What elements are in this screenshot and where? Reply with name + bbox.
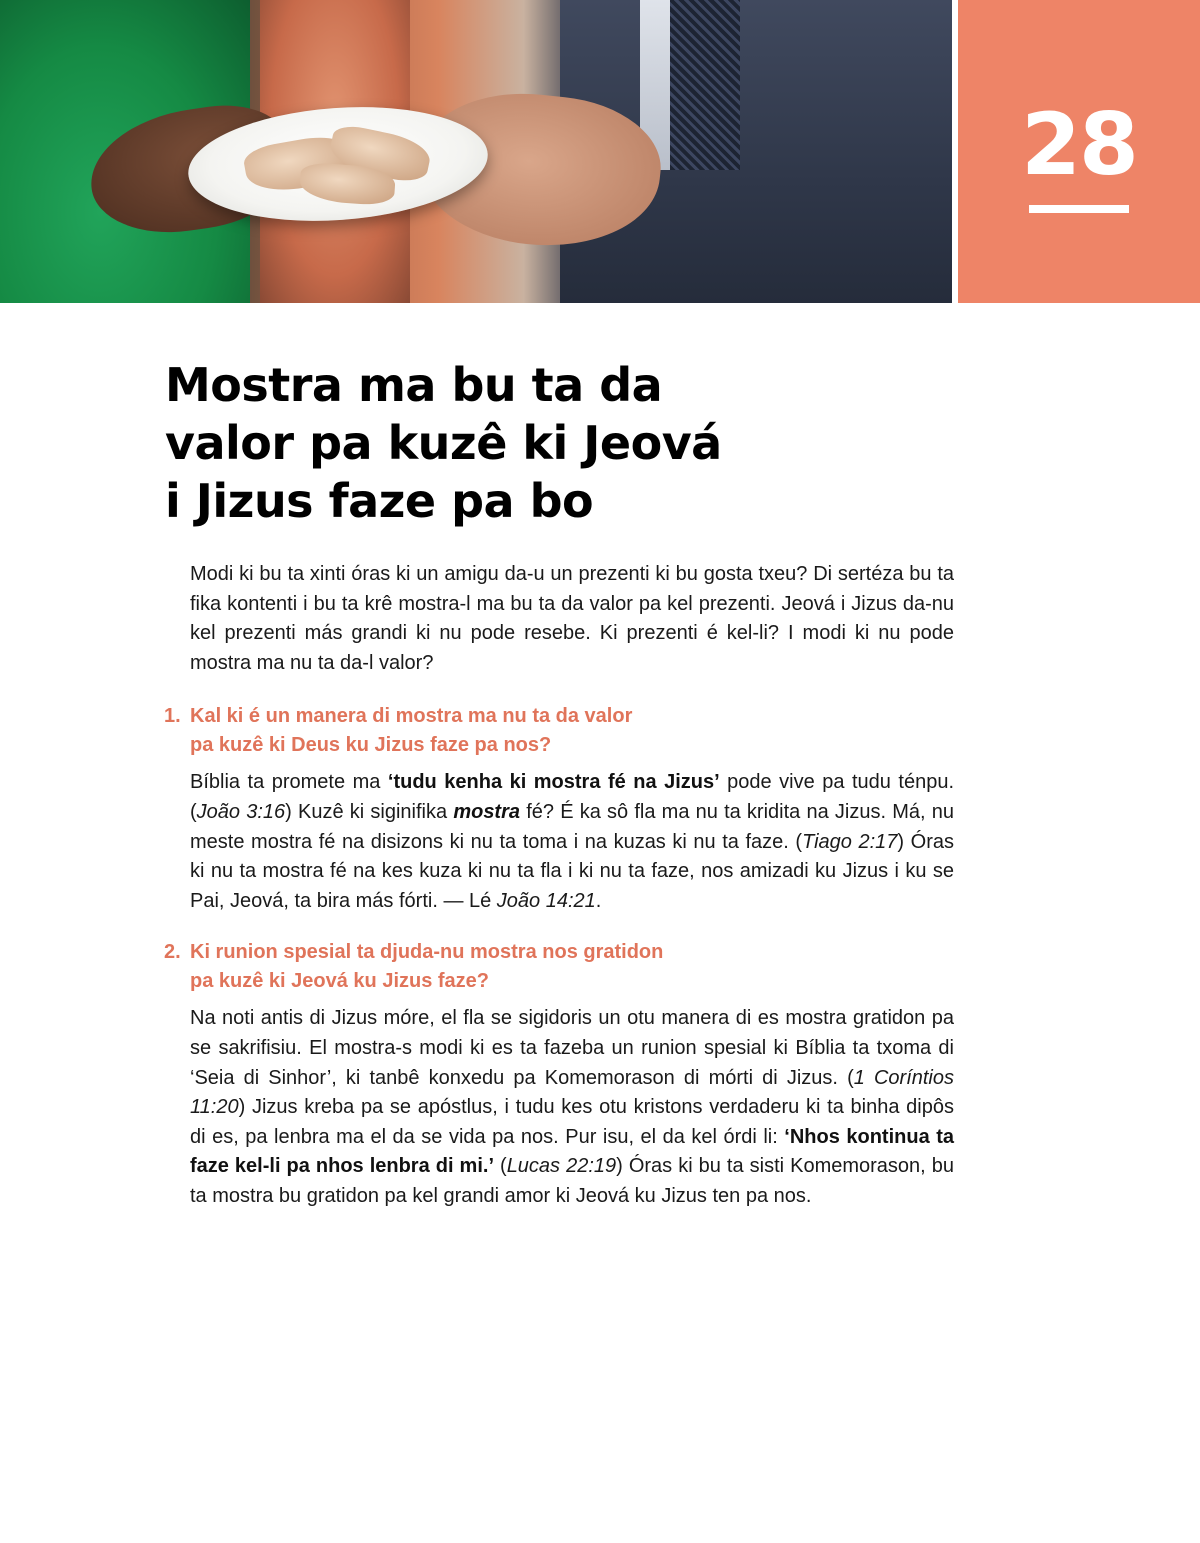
- question-text: pa kuzê ki Jeová ku Jizus faze?: [190, 970, 490, 993]
- title-line: valor pa kuzê ki Jeová: [165, 416, 722, 470]
- title-line: Mostra ma bu ta da: [165, 358, 663, 412]
- question-text: Ki runion spesial ta djuda-nu mostra nos gratidon: [190, 941, 664, 964]
- answer-paragraph: [190, 1004, 954, 1211]
- answer-text: fé? É ka sô fla ma nu ta kridita na Jizus. Má, nu meste mostra fé na disizons ki nu ta toma i na kuzas ki nu ta faze. (: [190, 800, 954, 853]
- answer-text: ) Kuzê ki siginifika: [285, 800, 454, 823]
- question-number: 2.: [164, 941, 181, 964]
- intro-paragraph: Modi ki bu ta xinti óras ki un amigu da-u un prezenti ki bu gosta txeu? Di sertéza bu ta fika kontenti i bu ta krê mostra-l ma bu ta da valor pa kel prezenti. Jeová i Jizus da-nu kel prezenti más grandi ki nu pode resebe. Ki prezenti é kel-li? I modi ki nu pode mostra ma nu ta da-l valor?: [190, 563, 954, 674]
- scripture-reference: Lucas 22:19: [506, 1155, 617, 1178]
- scripture-reference: 1 Coríntios 11:20: [190, 1066, 954, 1119]
- question-text: Kal ki é un manera di mostra ma nu ta da valor: [190, 705, 633, 728]
- answer-text: ) Óras ki bu ta sisti Komemorason, bu ta mostra bu gratidon pa kel grandi amor ki Jeová ku Jizus ten pa nos.: [190, 1155, 954, 1207]
- answer-text: ) Óras ki nu ta mostra fé na kes kuza ki nu ta fla i ki nu ta faze, nos amizadi ku Jizus i ku se Pai, Jeová, ta bira más fórti. — Lé: [190, 830, 954, 912]
- question-text: pa kuzê ki Deus ku Jizus faze pa nos?: [190, 734, 552, 757]
- answer-text: .: [595, 889, 602, 912]
- question-section-1: [164, 702, 954, 916]
- question-number: 1.: [164, 705, 181, 728]
- question-heading: [164, 702, 954, 760]
- answer-paragraph: [190, 768, 954, 916]
- answer-text: pode vive pa tudu ténpu. (: [190, 771, 955, 823]
- page-title: [165, 356, 805, 530]
- answer-bold-quote: ‘Nhos kontinua ta faze kel-li pa nhos lenbra di mi.’: [190, 1125, 954, 1178]
- answer-text: ) Jizus kreba pa se apóstlus, i tudu kes otu kristons verdaderu ki ta binha dipôs di es, pa lenbra ma el da se vida pa nos. Pur isu, el da kel órdi li:: [190, 1096, 954, 1148]
- title-line: i Jizus faze pa bo: [165, 474, 594, 528]
- answer-text: Bíblia ta promete ma: [190, 771, 388, 794]
- lesson-content: [164, 560, 954, 1234]
- answer-emphasis: mostra: [453, 800, 521, 823]
- photo-tie: [670, 0, 740, 170]
- question-heading: [164, 938, 954, 996]
- chapter-block: [958, 0, 1200, 303]
- answer-text: Na noti antis di Jizus móre, el fla se sigidoris un otu manera di es mostra gratidon pa se sakrifisiu. El mostra-s modi ki es ta fazeba un runion spesial ki Bíblia ta txoma di ‘Seia di Sinhor’, ki tanbê konxedu pa Komemorason di mórti di Jizus. (: [190, 1007, 954, 1089]
- chapter-underline: [1029, 205, 1129, 213]
- header-photo: [0, 0, 952, 303]
- scripture-reference: Tiago 2:17: [802, 830, 898, 853]
- question-section-2: [164, 938, 954, 1211]
- scripture-reference: João 3:16: [196, 800, 286, 823]
- answer-bold-quote: ‘tudu kenha ki mostra fé na Jizus’: [387, 771, 720, 794]
- scripture-reference: João 14:21: [496, 889, 596, 912]
- answer-text: (: [494, 1155, 507, 1178]
- chapter-number: 28: [1021, 95, 1137, 195]
